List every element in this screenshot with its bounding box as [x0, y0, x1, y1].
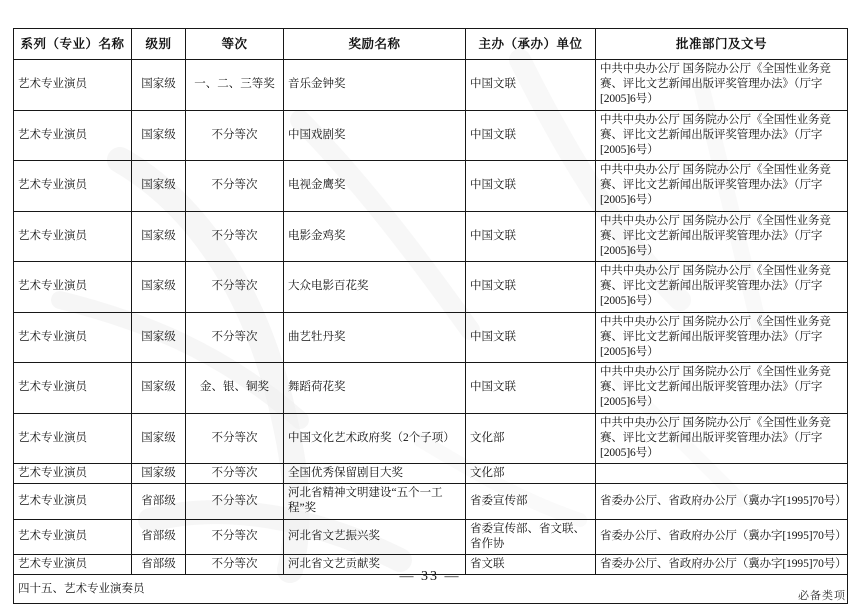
- cell-series: 艺术专业演员: [14, 110, 132, 161]
- awards-table-container: [13, 28, 847, 604]
- column-header-grade: 等次: [186, 29, 284, 60]
- table-row: [14, 484, 848, 519]
- cell-series: 艺术专业演员: [14, 161, 132, 212]
- cell-organizer: 文化部: [466, 464, 596, 484]
- table-row: [14, 161, 848, 212]
- table-row: [14, 464, 848, 484]
- column-header-approval: 批准部门及文号: [596, 29, 848, 60]
- cell-award-name: 河北省文艺贡献奖: [284, 554, 466, 574]
- column-header-series: 系列（专业）名称: [14, 29, 132, 60]
- cell-level: 省部级: [132, 554, 186, 574]
- cell-award-name: 大众电影百花奖: [284, 262, 466, 313]
- cell-grade: 不分等次: [186, 161, 284, 212]
- cell-approval: 中共中央办公厅 国务院办公厅《全国性业务竞赛、评比文艺新闻出版评奖管理办法》（厅字[2005]6号）: [596, 161, 848, 212]
- cell-level: 国家级: [132, 211, 186, 262]
- cell-level: 国家级: [132, 464, 186, 484]
- cell-award-name: 河北省文艺振兴奖: [284, 519, 466, 554]
- cell-award-name: 电影金鸡奖: [284, 211, 466, 262]
- table-row: [14, 262, 848, 313]
- cell-organizer: 省委宣传部: [466, 484, 596, 519]
- cell-organizer: 中国文联: [466, 262, 596, 313]
- cell-award-name: 中国文化艺术政府奖（2个子项）: [284, 413, 466, 464]
- cell-series: 艺术专业演员: [14, 519, 132, 554]
- cell-level: 国家级: [132, 110, 186, 161]
- table-row: [14, 60, 848, 111]
- cell-approval: 省委办公厅、省政府办公厅（冀办字[1995]70号）: [596, 484, 848, 519]
- cell-award-name: 中国戏剧奖: [284, 110, 466, 161]
- cell-approval: 中共中央办公厅 国务院办公厅《全国性业务竞赛、评比文艺新闻出版评奖管理办法》（厅字[2005]6号）: [596, 413, 848, 464]
- cell-level: 国家级: [132, 413, 186, 464]
- cell-organizer: 中国文联: [466, 60, 596, 111]
- cell-organizer: 中国文联: [466, 110, 596, 161]
- cell-grade: 一、二、三等奖: [186, 60, 284, 111]
- cell-grade: 不分等次: [186, 484, 284, 519]
- table-header-row: [14, 29, 848, 60]
- cell-level: 省部级: [132, 484, 186, 519]
- corner-label: 必备类项: [798, 590, 846, 602]
- cell-award-name: 全国优秀保留剧目大奖: [284, 464, 466, 484]
- cell-series: 艺术专业演员: [14, 484, 132, 519]
- table-row: [14, 363, 848, 414]
- cell-grade: 不分等次: [186, 464, 284, 484]
- cell-organizer: 文化部: [466, 413, 596, 464]
- cell-series: 艺术专业演员: [14, 312, 132, 363]
- cell-level: 国家级: [132, 262, 186, 313]
- table-body: [14, 60, 848, 604]
- cell-level: 国家级: [132, 312, 186, 363]
- page-number: — 33 —: [399, 569, 461, 584]
- cell-series: 艺术专业演员: [14, 60, 132, 111]
- cell-series: 艺术专业演员: [14, 262, 132, 313]
- cell-organizer: 中国文联: [466, 161, 596, 212]
- cell-grade: 不分等次: [186, 262, 284, 313]
- cell-organizer: 中国文联: [466, 363, 596, 414]
- cell-award-name: 舞蹈荷花奖: [284, 363, 466, 414]
- table-row: [14, 519, 848, 554]
- cell-grade: 不分等次: [186, 211, 284, 262]
- cell-series: 艺术专业演员: [14, 413, 132, 464]
- cell-organizer: 省文联: [466, 554, 596, 574]
- section-note: 四十五、艺术专业演奏员: [14, 575, 848, 604]
- cell-series: 艺术专业演员: [14, 211, 132, 262]
- cell-award-name: 电视金鹰奖: [284, 161, 466, 212]
- table-row: [14, 211, 848, 262]
- cell-grade: 不分等次: [186, 110, 284, 161]
- cell-approval: 中共中央办公厅 国务院办公厅《全国性业务竞赛、评比文艺新闻出版评奖管理办法》（厅字[2005]6号）: [596, 60, 848, 111]
- cell-award-name: 河北省精神文明建设“五个一工程”奖: [284, 484, 466, 519]
- cell-approval: 中共中央办公厅 国务院办公厅《全国性业务竞赛、评比文艺新闻出版评奖管理办法》（厅字[2005]6号）: [596, 262, 848, 313]
- column-header-organizer: 主办（承办）单位: [466, 29, 596, 60]
- cell-organizer: 中国文联: [466, 312, 596, 363]
- cell-approval: 中共中央办公厅 国务院办公厅《全国性业务竞赛、评比文艺新闻出版评奖管理办法》（厅字[2005]6号）: [596, 312, 848, 363]
- table-row: [14, 312, 848, 363]
- cell-approval: 省委办公厅、省政府办公厅（冀办字[1995]70号）: [596, 519, 848, 554]
- cell-level: 国家级: [132, 60, 186, 111]
- awards-table: [13, 28, 848, 604]
- cell-organizer: 中国文联: [466, 211, 596, 262]
- table-header: [14, 29, 848, 60]
- table-row: [14, 110, 848, 161]
- cell-grade: 不分等次: [186, 413, 284, 464]
- cell-approval: 中共中央办公厅 国务院办公厅《全国性业务竞赛、评比文艺新闻出版评奖管理办法》（厅字[2005]6号）: [596, 211, 848, 262]
- cell-approval: [596, 464, 848, 484]
- cell-series: 艺术专业演员: [14, 464, 132, 484]
- cell-grade: 不分等次: [186, 554, 284, 574]
- cell-award-name: 音乐金钟奖: [284, 60, 466, 111]
- cell-series: 艺术专业演员: [14, 554, 132, 574]
- column-header-award-name: 奖励名称: [284, 29, 466, 60]
- cell-approval: 中共中央办公厅 国务院办公厅《全国性业务竞赛、评比文艺新闻出版评奖管理办法》（厅字[2005]6号）: [596, 363, 848, 414]
- table-row: [14, 413, 848, 464]
- cell-approval: 省委办公厅、省政府办公厅（冀办字[1995]70号）: [596, 554, 848, 574]
- cell-level: 国家级: [132, 161, 186, 212]
- cell-series: 艺术专业演员: [14, 363, 132, 414]
- cell-award-name: 曲艺牡丹奖: [284, 312, 466, 363]
- column-header-level: 级别: [132, 29, 186, 60]
- cell-grade: 金、银、铜奖: [186, 363, 284, 414]
- cell-level: 省部级: [132, 519, 186, 554]
- cell-organizer: 省委宣传部、省文联、省作协: [466, 519, 596, 554]
- cell-approval: 中共中央办公厅 国务院办公厅《全国性业务竞赛、评比文艺新闻出版评奖管理办法》（厅字[2005]6号）: [596, 110, 848, 161]
- cell-level: 国家级: [132, 363, 186, 414]
- cell-grade: 不分等次: [186, 519, 284, 554]
- cell-grade: 不分等次: [186, 312, 284, 363]
